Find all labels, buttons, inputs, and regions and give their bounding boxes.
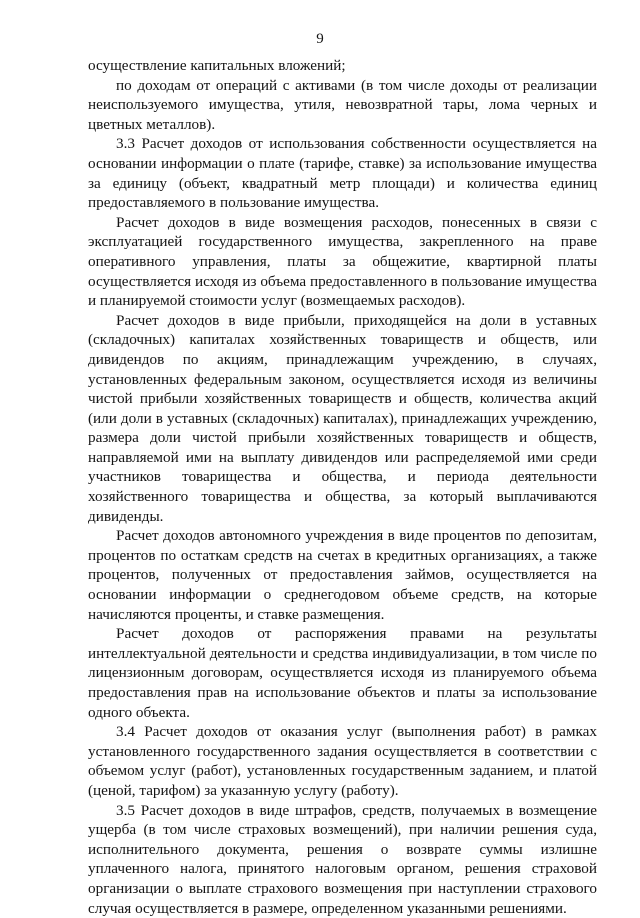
paragraph-asset-operations: по доходам от операций с активами (в том числе доходы от реализации неиспользуемого имущества, утиля, невозвратной тары, лома черных и цветных металлов).	[88, 76, 597, 133]
paragraph-3-3-property-use: 3.3 Расчет доходов от использования собственности осуществляется на основании информации о плате (тарифе, ставке) за использование имущества за единицу (объект, квадратный метр площади) и количества единиц предоставляемого в пользование имущества.	[88, 135, 597, 212]
paragraph-dividends: Расчет доходов в виде прибыли, приходящейся на доли в уставных (складочных) капиталах хозяйственных товариществ и обществ, или дивидендов по акциям, принадлежащим учреждению, в случаях, установленных федеральным законом, осуществляется исходя из величины чистой прибыли хозяйственных товариществ и обществ, количества акций (или доли в уставных (складочных) капиталах), принадлежащих учреждению, размера доли чистой прибыли хозяйственных товариществ и обществ, направляемой ими на выплату дивидендов или распределяемой ими среди участников товарищества и общества, и периода деятельности хозяйственного товарищества и общества, за который выплачиваются дивиденды.	[88, 311, 597, 525]
paragraph-capital-investments: осуществление капитальных вложений;	[88, 57, 346, 74]
paragraph-intellectual-rights: Расчет доходов от распоряжения правами на результаты интеллектуальной деятельности и средства индивидуализации, в том числе по лицензионным договорам, осуществляется исходя из планируемого объема предоставления прав на использование объектов и платы за использование одного объекта.	[88, 625, 597, 721]
paragraph-3-5-fines-damages: 3.5 Расчет доходов в виде штрафов, средств, получаемых в возмещение ущерба (в том числе страховых возмещений), при наличии решения суда, исполнительного документа, решения о возврате суммы излишне уплаченного налога, принятого налоговым органом, решения страховой организации о выплате страхового возмещения при наступлении страхового случая осуществляется в размере, определенном указанными решениями.	[88, 801, 597, 917]
document-body	[88, 56, 597, 918]
paragraph-3-4-state-assignment: 3.4 Расчет доходов от оказания услуг (выполнения работ) в рамках установленного государственного задания осуществляется в соответствии с объемом услуг (работ), установленных государственным заданием, и платой (ценой, тарифом) за указанную услугу (работу).	[88, 723, 597, 799]
paragraph-expense-reimbursement: Расчет доходов в виде возмещения расходов, понесенных в связи с эксплуатацией государственного имущества, закрепленного на праве оперативного управления, платы за общежитие, квартирной платы осуществляется исходя из объема предоставленного в пользование имущества и планируемой стоимости услуг (возмещаемых расходов).	[88, 213, 597, 310]
paragraph-deposit-interest: Расчет доходов автономного учреждения в виде процентов по депозитам, процентов по остаткам средств на счетах в кредитных организациях, а также процентов, полученных от предоставления займов, осуществляется на основании информации о среднегодовом объеме средств, на которые начисляются проценты, и ставке размещения.	[88, 527, 597, 623]
page-number: 9	[316, 31, 324, 47]
